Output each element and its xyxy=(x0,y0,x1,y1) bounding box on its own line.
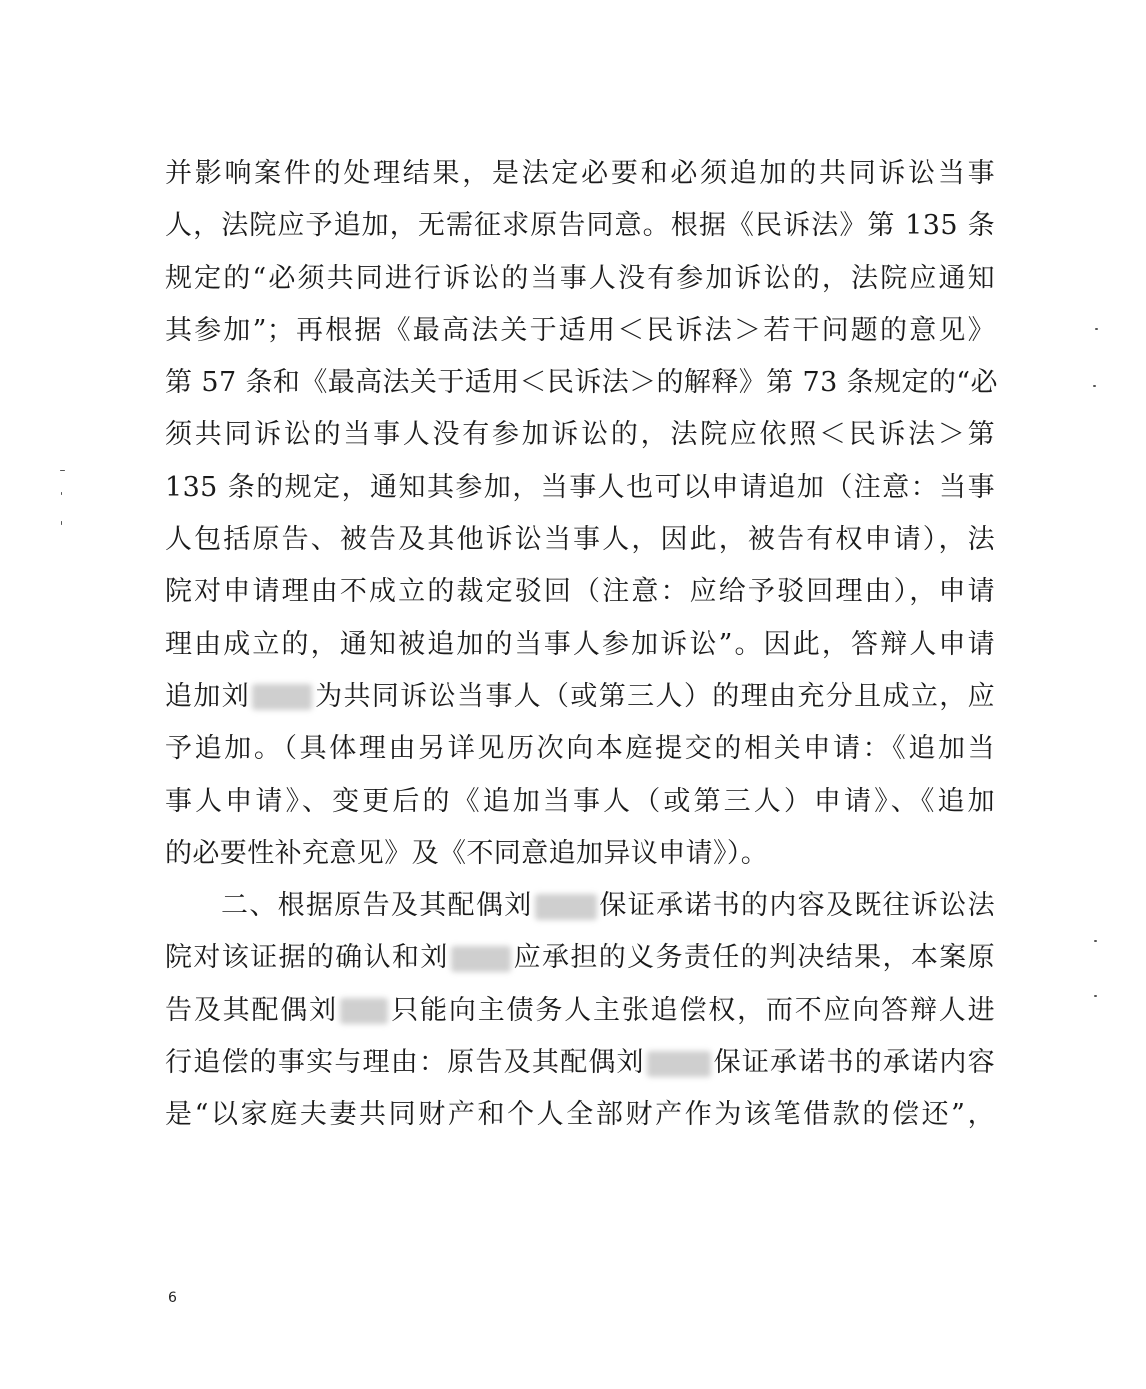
text-line-9: 院对申请理由不成立的裁定驳回（注意：应给予驳回理由），申请 xyxy=(165,576,995,608)
text-segment: 应承担的义务责任的判决结果，本案原 xyxy=(512,942,995,974)
text-line-15 xyxy=(165,880,995,932)
text-line-13: 事人申请》、变更后的《追加当事人（或第三人）申请》、《追加 xyxy=(165,785,995,817)
redacted-name xyxy=(647,1051,711,1077)
text-line-14: 的必要性补充意见》及《不同意追加异议申请》）。 xyxy=(165,837,769,869)
text-line-19: 是“以家庭夫妻共同财产和个人全部财产作为该笔借款的偿还”， xyxy=(165,1099,995,1131)
document-body xyxy=(165,148,998,1142)
redacted-name xyxy=(451,946,511,972)
text-line-18 xyxy=(165,1037,995,1089)
text-segment: 告及其配偶刘 xyxy=(165,994,338,1026)
redacted-name xyxy=(252,684,312,710)
scan-speck xyxy=(1094,995,1097,997)
scan-speck xyxy=(1095,328,1098,330)
text-line-2: 人，法院应予追加，无需征求原告同意。根据《民诉法》第 135 条 xyxy=(165,210,995,242)
text-line-16 xyxy=(165,932,995,984)
text-line-17 xyxy=(165,985,995,1037)
text-segment: 二、根据原告及其配偶刘 xyxy=(221,890,533,922)
text-line-6: 须共同诉讼的当事人没有参加诉讼的，法院应依照＜民诉法＞第 xyxy=(165,419,995,451)
text-segment: 只能向主债务人主张追偿权，而不应向答辩人进 xyxy=(389,994,995,1026)
text-segment: 追加刘 xyxy=(165,680,251,712)
text-line-5: 第 57 条和《最高法关于适用＜民诉法＞的解释》第 73 条规定的“必 xyxy=(165,367,998,399)
scan-speck xyxy=(61,492,62,495)
text-line-7: 135 条的规定，通知其参加，当事人也可以申请追加（注意：当事 xyxy=(165,471,995,503)
text-line-11 xyxy=(165,671,995,723)
text-segment: 行追偿的事实与理由：原告及其配偶刘 xyxy=(165,1047,645,1079)
scan-speck xyxy=(1094,940,1097,942)
text-line-1: 并影响案件的处理结果，是法定必要和必须追加的共同诉讼当事 xyxy=(165,158,995,189)
text-segment: 院对该证据的确认和刘 xyxy=(165,942,449,974)
text-segment: 保证承诺书的承诺内容 xyxy=(712,1047,995,1079)
text-line-4: 其参加”；再根据《最高法关于适用＜民诉法＞若干问题的意见》 xyxy=(165,314,995,346)
text-line-3: 规定的“必须共同进行诉讼的当事人没有参加诉讼的，法院应通知 xyxy=(165,262,995,294)
scan-speck xyxy=(60,470,65,471)
redacted-name xyxy=(535,894,597,920)
text-segment: 保证承诺书的内容及既往诉讼法 xyxy=(598,890,995,922)
scan-speck xyxy=(61,521,62,525)
text-line-10: 理由成立的，通知被追加的当事人参加诉讼”。因此，答辩人申请 xyxy=(165,628,995,660)
text-line-12: 予追加。（具体理由另详见历次向本庭提交的相关申请：《追加当 xyxy=(165,733,995,765)
text-line-8: 人包括原告、被告及其他诉讼当事人，因此，被告有权申请），法 xyxy=(165,524,995,556)
scan-speck xyxy=(1093,385,1096,387)
redacted-name xyxy=(340,998,388,1024)
page-number: 6 xyxy=(168,1290,177,1306)
text-segment: 为共同诉讼当事人（或第三人）的理由充分且成立，应 xyxy=(314,680,996,712)
